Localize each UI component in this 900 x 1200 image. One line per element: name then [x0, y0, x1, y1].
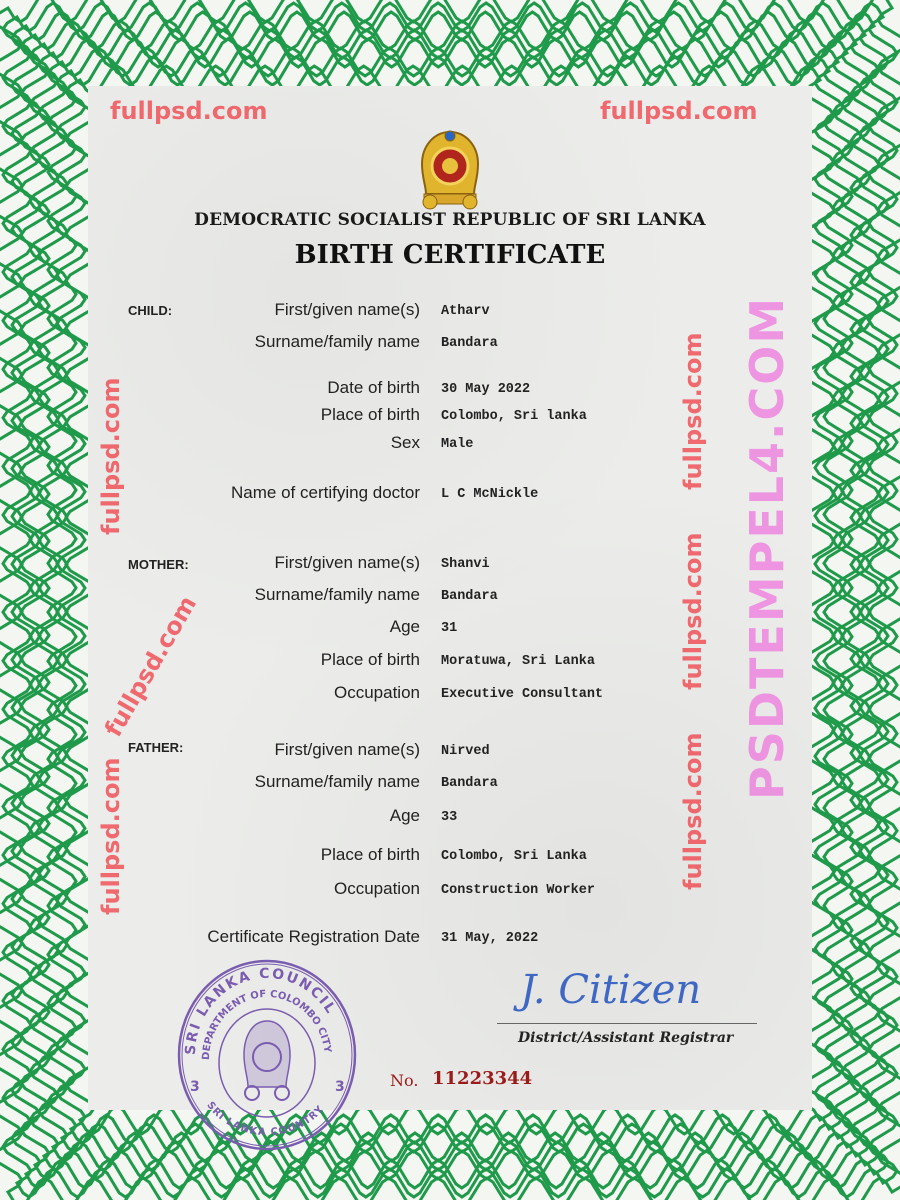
- stamp-middle-text: DEPARTMENT OF COLOMBO CITY: [200, 988, 333, 1061]
- registrar-title: District/Assistant Registrar: [518, 1030, 734, 1046]
- watermark-text: fullpsd.com: [97, 757, 125, 915]
- father-field-value: Nirved: [441, 744, 490, 759]
- official-stamp: [172, 955, 362, 1155]
- certificate-number-label: No.: [390, 1071, 419, 1090]
- stamp-digit-right: 3: [335, 1079, 345, 1095]
- stamp-bottom-text: SRI LANKA COUNTRY: [204, 1100, 327, 1139]
- mother-field-label: Age: [389, 617, 420, 636]
- country-heading: DEMOCRATIC SOCIALIST REPUBLIC OF SRI LANKA: [194, 210, 706, 230]
- child-field-label: Surname/family name: [254, 332, 420, 351]
- certificate-number: 11223344: [432, 1068, 533, 1089]
- father-field-label: First/given name(s): [274, 740, 420, 759]
- child-field-value: Colombo, Sri lanka: [441, 409, 587, 424]
- father-field-label: Surname/family name: [254, 772, 420, 791]
- mother-field-value: 31: [441, 621, 458, 636]
- watermark-text: fullpsd.com: [679, 732, 707, 890]
- father-field-value: Colombo, Sri Lanka: [441, 849, 587, 864]
- stamp-digit-left: 3: [190, 1079, 200, 1095]
- document-title: BIRTH CERTIFICATE: [294, 240, 606, 270]
- child-section-label: CHILD:: [128, 303, 173, 318]
- child-field-label: Name of certifying doctor: [231, 483, 420, 502]
- father-field-value: Construction Worker: [441, 883, 595, 898]
- mother-field-value: Shanvi: [441, 557, 490, 572]
- mother-field-value: Executive Consultant: [441, 687, 604, 702]
- registrar-signature: J. Citizen: [520, 967, 702, 1013]
- registration-date-label: Certificate Registration Date: [207, 927, 420, 946]
- watermark-text: fullpsd.com: [600, 97, 758, 125]
- father-field-label: Age: [389, 806, 420, 825]
- child-field-value: 30 May 2022: [441, 382, 531, 397]
- child-field-value: Atharv: [441, 304, 490, 319]
- mother-field-label: First/given name(s): [274, 553, 420, 572]
- child-field-label: First/given name(s): [274, 300, 420, 319]
- watermark-text: fullpsd.com: [679, 332, 707, 490]
- signature-line: [497, 1023, 757, 1024]
- child-field-label: Place of birth: [320, 405, 420, 424]
- child-field-value: Male: [441, 437, 474, 452]
- mother-section-label: MOTHER:: [128, 557, 189, 572]
- mother-field-label: Surname/family name: [254, 585, 420, 604]
- father-field-label: Occupation: [334, 879, 420, 898]
- mother-field-value: Moratuwa, Sri Lanka: [441, 654, 595, 669]
- mother-field-value: Bandara: [441, 589, 498, 604]
- watermark-text: PSDTEMPEL4.COM: [740, 295, 794, 800]
- child-field-value: Bandara: [441, 336, 498, 351]
- watermark-text: fullpsd.com: [99, 591, 203, 742]
- national-emblem-icon: [412, 128, 488, 212]
- watermark-text: fullpsd.com: [110, 97, 268, 125]
- father-field-value: 33: [441, 810, 458, 825]
- child-field-label: Sex: [390, 433, 420, 452]
- mother-field-label: Place of birth: [320, 650, 420, 669]
- registration-date-value: 31 May, 2022: [441, 931, 539, 946]
- mother-field-label: Occupation: [334, 683, 420, 702]
- father-field-value: Bandara: [441, 776, 498, 791]
- watermark-text: fullpsd.com: [679, 532, 707, 690]
- child-field-value: L C McNickle: [441, 487, 539, 502]
- stamp-top-text: SRI LANKA COUNCIL: [182, 965, 340, 1056]
- father-section-label: FATHER:: [128, 740, 184, 755]
- child-field-label: Date of birth: [327, 378, 420, 397]
- watermark-text: fullpsd.com: [97, 377, 125, 535]
- father-field-label: Place of birth: [320, 845, 420, 864]
